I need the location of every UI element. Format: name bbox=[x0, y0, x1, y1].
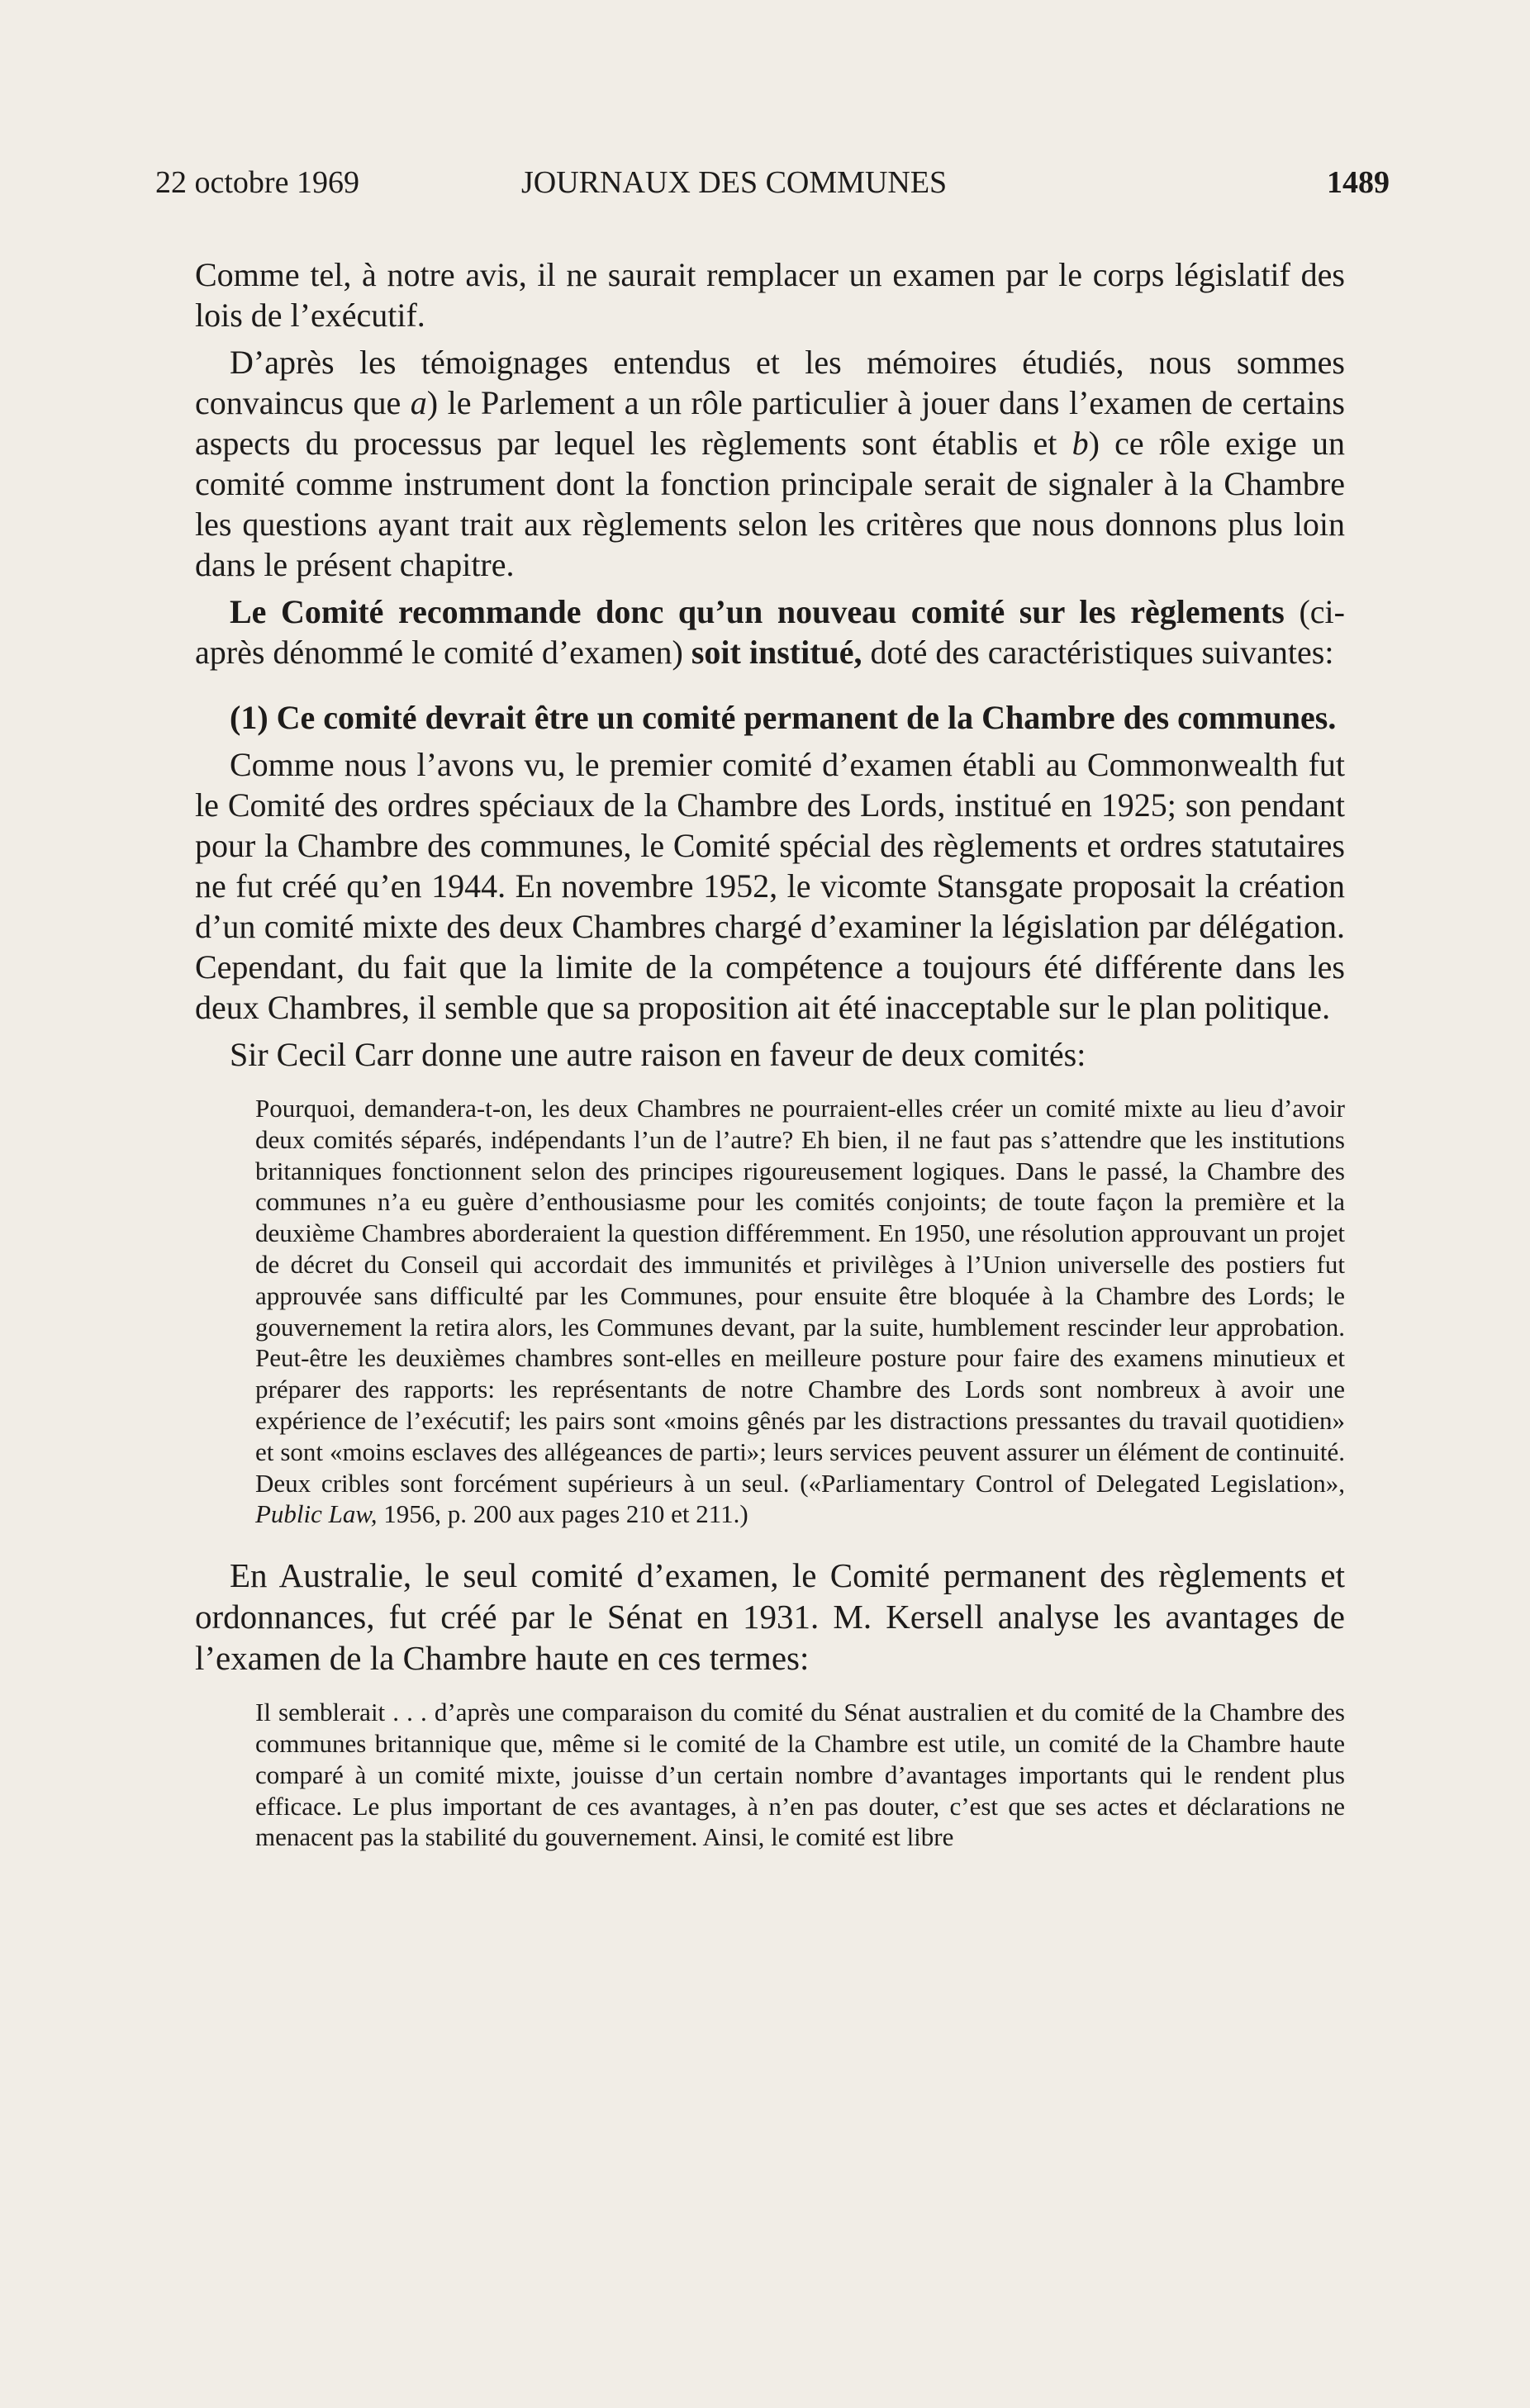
paragraph-commonwealth: Comme nous l’avons vu, le premier comité d’examen établi au Commonwealth fut le Comité des ordres spéciaux de la Chambre des Lords, institué en 1925; son pendant pour la Chambre des communes, le Comité spécial des règlements et ordres statutaires ne fut créé qu’en 1944. En novembre 1952, le vicomte Stansgate proposait la création d’un comité mixte des deux Chambres chargé d’examiner la législation par délégation. Cependant, du fait que la limite de la compétence a toujours été différente dans les deux Chambres, il semble que sa proposition ait été inacceptable sur le plan politique. bbox=[195, 746, 1345, 1026]
recommendation-bold-2: soit institué, bbox=[691, 634, 862, 671]
section-heading: (1) Ce comité devrait être un comité permanent de la Chambre des communes. bbox=[230, 699, 1337, 736]
paragraph-2-part-2: ) le Parlement a un rôle particulier à jouer dans l’examen de certains aspects du processus par lequel les règlements sont établis et bbox=[195, 384, 1345, 462]
quote-carr-source-end: 1956, p. 200 aux pages 210 et 211.) bbox=[377, 1499, 748, 1529]
recommendation-paragraph bbox=[195, 591, 1345, 672]
item-a-letter: a bbox=[410, 384, 427, 421]
paragraph-1: Comme tel, à notre avis, il ne saurait remplacer un examen par le corps législatif des lois de l’exécutif. bbox=[195, 256, 1345, 334]
recommendation-bold-1: Le Comité recommande donc qu’un nouveau comité sur les règlements bbox=[230, 593, 1285, 630]
quote-carr bbox=[255, 1093, 1345, 1530]
paragraph-australia: En Australie, le seul comité d’examen, le Comité permanent des règlements et ordonnances, fut créé par le Sénat en 1931. M. Kersell analyse les avantages de l’examen de la Chambre haute en ces termes: bbox=[195, 1556, 1345, 1678]
recommendation-normal: (ci-après dénommé le comité d’examen) bbox=[195, 593, 1345, 671]
page-header bbox=[155, 162, 1390, 203]
paragraph-2-part-1: D’après les témoignages entendus et les mémoires étudiés, nous sommes convaincus que bbox=[195, 344, 1345, 421]
paragraph-2-part-3: ) ce rôle exige un comité comme instrument dont la fonction principale serait de signaler à la Chambre les questions ayant trait aux règlements selon les critères que nous donnons plus loin dans le présent chapitre. bbox=[195, 425, 1345, 583]
header-date: 22 octobre 1969 bbox=[155, 165, 359, 200]
page-number: 1489 bbox=[1327, 165, 1390, 200]
quote-carr-source-italic: Public Law, bbox=[255, 1499, 378, 1529]
quote-carr-text: Pourquoi, demandera-t-on, les deux Chambres ne pourraient-elles créer un comité mixte au lieu d’avoir deux comités séparés, indépendants l’un de l’autre? Eh bien, il ne faut pas s’attendre que les institutions britanniques fonctionnent selon des principes rigoureusement logiques. Dans le passé, la Chambre des communes n’a eu guère d’enthousiasme pour les comités conjoints; de toute façon la première et la deuxième Chambres aborderaient la question différemment. En 1950, une résolution approuvant un projet de décret du Conseil qui accordait des immunités et privilèges à l’Union universelle des postiers fut approuvée sans difficulté par les Communes, pour ensuite être bloquée à la Chambre des Lords; le gouvernement la retira alors, les Communes devant, par la suite, humblement rescinder leur approbation. Peut-être les deuxièmes chambres sont-elles en meilleure posture pour faire des examens minutieux et préparer des rapports: les représentants de notre Chambre des Lords sont nombreux à avoir une expérience de l’exécutif; les pairs sont «moins gênés par les distractions pressantes du travail quotidien» et sont «moins esclaves des allégeances de parti»; leurs services peuvent assurer un élément de continuité. Deux cribles sont forcément supérieurs à un seul. («Parliamentary Control of Delegated Legislation», bbox=[255, 1094, 1345, 1498]
recommendation-end: doté des caractéristiques suivantes: bbox=[862, 634, 1334, 671]
header-title: JOURNAUX DES COMMUNES bbox=[521, 165, 948, 200]
quote-kersell: Il semblerait . . . d’après une comparaison du comité du Sénat australien et du comité de la Chambre des communes britannique que, même si le comité de la Chambre est utile, un comité de la Chambre haute comparé à un comité mixte, jouisse d’un certain nombre d’avantages importants qui le rendent plus efficace. Le plus important de ces avantages, à n’en pas douter, c’est que ses actes et déclarations ne menacent pas la stabilité du gouvernement. Ainsi, le comité est libre bbox=[255, 1698, 1345, 1852]
paragraph-carr-intro: Sir Cecil Carr donne une autre raison en faveur de deux comités: bbox=[230, 1036, 1086, 1073]
page-body bbox=[195, 254, 1345, 1853]
paragraph-2 bbox=[195, 342, 1345, 585]
item-b-letter: b bbox=[1071, 425, 1089, 462]
